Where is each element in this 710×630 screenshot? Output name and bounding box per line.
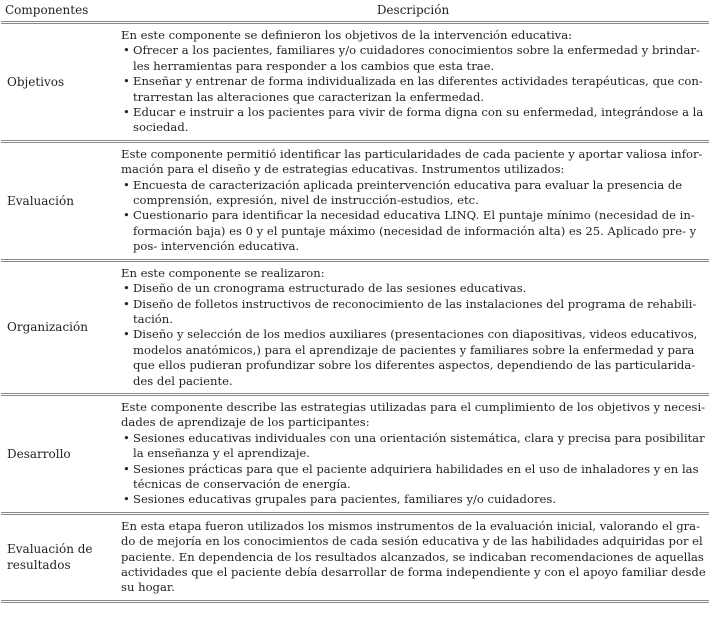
bullet-line: • Ofrecer a los pacientes, familiares y/o cuidadores conocimientos sobre la enfermedad y brindar- — [121, 43, 707, 58]
components-table — [1, 0, 709, 603]
component-name: Evaluación — [7, 193, 74, 208]
component-cell — [1, 394, 117, 513]
description-text: actividades que el paciente debía desarrollar de forma independiente y con el apoyo familiar desde — [121, 565, 706, 579]
component-name: Evaluación de — [7, 542, 93, 557]
description-text: En este componente se realizaron: — [121, 265, 325, 280]
bullet-item — [121, 492, 707, 507]
component-name: resultados — [7, 558, 71, 573]
component-name: Organización — [7, 320, 88, 335]
description-text: su hogar. — [121, 580, 175, 595]
table-row — [1, 513, 709, 601]
bullet-line: • Educar e instruir a los pacientes para vivir de forma digna con su enfermedad, integrándose a la — [121, 105, 707, 120]
bullet-line: técnicas de conservación de energía. — [133, 476, 351, 491]
bullet-line: pos- intervención educativa. — [133, 239, 300, 254]
bullet-item — [121, 462, 707, 493]
description-cell — [117, 260, 709, 394]
bullet-line: la enseñanza y el aprendizaje. — [133, 446, 310, 461]
bullet-item — [121, 327, 707, 389]
bullet-line: modelos anatómicos,) para el aprendizaje de pacientes y familiares sobre la enfermedad y para — [133, 342, 695, 357]
bullet-line: comprensión, expresión, nivel de instrucción-estudios, etc. — [133, 193, 479, 208]
bullet-item — [121, 297, 707, 328]
bullet-item — [121, 281, 707, 296]
bullet-line: que ellos pudieran profundizar sobre los diferentes aspectos, dependiendo de las particularida- — [133, 358, 696, 373]
header-descripcion: Descripción — [117, 0, 709, 23]
bullet-line: • Sesiones educativas grupales para pacientes, familiares y/o cuidadores. — [121, 492, 707, 507]
bullet-line: • Sesiones educativas individuales con una orientación sistemática, clara y precisa para posibilitar — [121, 431, 707, 446]
bullet-item — [121, 178, 707, 209]
table-row — [1, 23, 709, 142]
table-row — [1, 260, 709, 394]
bullet-line: des del paciente. — [133, 373, 233, 388]
description-text: En esta etapa fueron utilizados los mismos instrumentos de la evaluación inicial, valorando el gra- — [121, 518, 701, 533]
description-cell — [117, 394, 709, 513]
bullet-item — [121, 208, 707, 254]
description-text: Este componente describe las estrategias utilizadas para el cumplimiento de los objetivos y necesi- — [121, 399, 706, 414]
description-text: paciente. En dependencia de los resultados alcanzados, se indicaban recomendaciones de aquellas — [121, 549, 704, 564]
description-text: En este componente se definieron los objetivos de la intervención educativa: — [121, 28, 573, 42]
bullet-line: • Enseñar y entrenar de forma individualizada en las diferentes actividades terapéuticas, que con- — [121, 74, 707, 89]
bullet-line: • Diseño de un cronograma estructurado de las sesiones educativas. — [121, 281, 707, 296]
component-cell — [1, 23, 117, 142]
bullet-item — [121, 74, 707, 105]
component-cell — [1, 513, 117, 601]
description-cell — [117, 23, 709, 142]
description-text: dades de aprendizaje de los participantes: — [121, 415, 370, 430]
description-text: do de mejoría en los conocimientos de cada sesión educativa y de las habilidades adquiridas por el — [121, 534, 703, 549]
bullet-line: trarrestan las alteraciones que caracterizan la enfermedad. — [133, 89, 485, 104]
bullet-line: • Diseño de folletos instructivos de reconocimiento de las instalaciones del programa de rehabili- — [121, 297, 707, 312]
table-row — [1, 141, 709, 260]
bullet-line: • Sesiones prácticas para que el paciente adquiriera habilidades en el uso de inhaladores y en las — [121, 462, 707, 477]
table-row — [1, 394, 709, 513]
header-row — [1, 0, 709, 23]
description-text: Este componente permitió identificar las particularidades de cada paciente y aportar valiosa infor- — [121, 146, 703, 161]
bullet-line: les herramientas para responder a los cambios que esta trae. — [133, 58, 495, 73]
description-text: mación para el diseño y de estrategias educativas. Instrumentos utilizados: — [121, 162, 565, 177]
description-cell — [117, 513, 709, 601]
bullet-line: tación. — [133, 311, 173, 326]
bullet-item — [121, 431, 707, 462]
component-name: Objetivos — [7, 74, 65, 89]
description-cell — [117, 141, 709, 260]
bullet-item — [121, 43, 707, 74]
component-cell — [1, 141, 117, 260]
bullet-line: formación baja) es 0 y el puntaje máximo (necesidad de información alta) es 25. Aplicado pre- y — [133, 223, 697, 238]
header-componentes: Componentes — [1, 0, 117, 23]
bullet-item — [121, 105, 707, 136]
component-name: Desarrollo — [7, 446, 71, 461]
bullet-line: • Encuesta de caracterización aplicada preintervención educativa para evaluar la presencia de — [121, 178, 707, 193]
bullet-line: • Diseño y selección de los medios auxiliares (presentaciones con diapositivas, videos educativos, — [121, 327, 707, 342]
component-cell — [1, 260, 117, 394]
bullet-line: sociedad. — [133, 120, 189, 135]
bullet-line: • Cuestionario para identificar la necesidad educativa LINQ. El puntaje mínimo (necesidad de in- — [121, 208, 707, 223]
